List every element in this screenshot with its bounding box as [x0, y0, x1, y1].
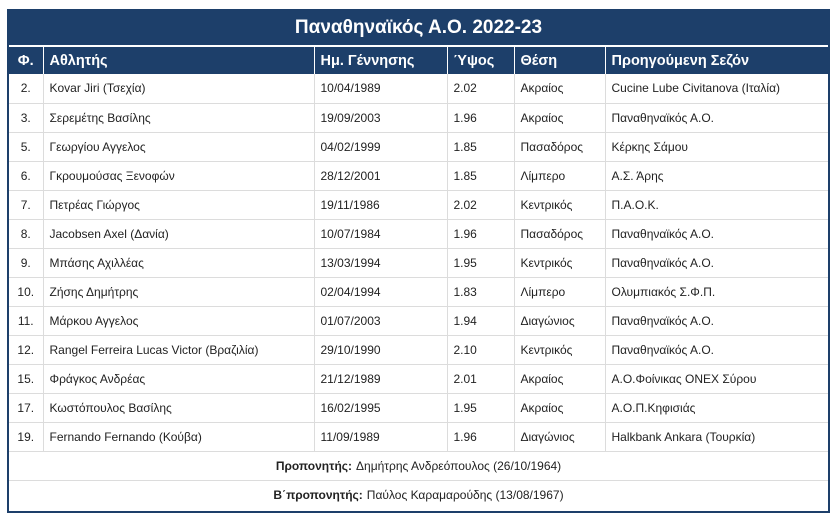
- column-header-number: Φ.: [9, 47, 43, 74]
- player-number: 2.: [9, 74, 43, 103]
- roster-table-frame: [7, 9, 830, 513]
- player-position: Ακραίος: [514, 74, 605, 103]
- assistant-coach-row: [9, 481, 828, 510]
- column-header-height: Ύψος: [447, 47, 514, 74]
- player-position: Πασαδόρος: [514, 219, 605, 248]
- player-number: 15.: [9, 364, 43, 393]
- player-height: 2.01: [447, 364, 514, 393]
- player-name: Σερεμέτης Βασίλης: [43, 103, 314, 132]
- player-name: Γεωργίου Αγγελος: [43, 132, 314, 161]
- player-position: Ακραίος: [514, 364, 605, 393]
- table-row: [9, 190, 828, 219]
- player-position: Κεντρικός: [514, 335, 605, 364]
- player-previous-team: Παναθηναϊκός Α.Ο.: [605, 248, 828, 277]
- player-birthdate: 10/04/1989: [314, 74, 447, 103]
- player-birthdate: 16/02/1995: [314, 393, 447, 422]
- assistant-coach-label: Β΄προπονητής:: [273, 488, 363, 502]
- player-number: 12.: [9, 335, 43, 364]
- player-position: Διαγώνιος: [514, 306, 605, 335]
- player-birthdate: 04/02/1999: [314, 132, 447, 161]
- player-birthdate: 02/04/1994: [314, 277, 447, 306]
- table-row: [9, 335, 828, 364]
- player-number: 10.: [9, 277, 43, 306]
- player-previous-team: Παναθηναϊκός Α.Ο.: [605, 335, 828, 364]
- column-header-position: Θέση: [514, 47, 605, 74]
- player-height: 2.10: [447, 335, 514, 364]
- player-name: Κωστόπουλος Βασίλης: [43, 393, 314, 422]
- player-name: Ζήσης Δημήτρης: [43, 277, 314, 306]
- player-number: 6.: [9, 161, 43, 190]
- player-position: Ακραίος: [514, 103, 605, 132]
- player-previous-team: Α.Ο.Φοίνικας ONEX Σύρου: [605, 364, 828, 393]
- player-name: Rangel Ferreira Lucas Victor (Βραζιλία): [43, 335, 314, 364]
- assistant-coach-value: Παύλος Καραμαρούδης (13/08/1967): [366, 488, 564, 502]
- player-previous-team: Ολυμπιακός Σ.Φ.Π.: [605, 277, 828, 306]
- coach-row: [9, 452, 828, 481]
- player-number: 3.: [9, 103, 43, 132]
- player-birthdate: 10/07/1984: [314, 219, 447, 248]
- player-height: 1.94: [447, 306, 514, 335]
- player-number: 19.: [9, 422, 43, 451]
- player-height: 2.02: [447, 190, 514, 219]
- player-position: Διαγώνιος: [514, 422, 605, 451]
- coach-value: Δημήτρης Ανδρεόπουλος (26/10/1964): [356, 458, 562, 473]
- column-header-athlete: Αθλητής: [43, 47, 314, 74]
- table-row: [9, 248, 828, 277]
- player-birthdate: 19/09/2003: [314, 103, 447, 132]
- player-birthdate: 21/12/1989: [314, 364, 447, 393]
- table-row: [9, 306, 828, 335]
- table-row: [9, 364, 828, 393]
- player-position: Λίμπερο: [514, 277, 605, 306]
- player-birthdate: 01/07/2003: [314, 306, 447, 335]
- column-header-birthdate: Ημ. Γέννησης: [314, 47, 447, 74]
- player-height: 1.85: [447, 132, 514, 161]
- player-number: 11.: [9, 306, 43, 335]
- player-name: Μπάσης Αχιλλέας: [43, 248, 314, 277]
- player-height: 1.96: [447, 103, 514, 132]
- roster-table: [9, 47, 828, 452]
- player-previous-team: Halkbank Ankara (Τουρκία): [605, 422, 828, 451]
- player-height: 1.96: [447, 422, 514, 451]
- player-number: 7.: [9, 190, 43, 219]
- player-previous-team: Α.Σ. Άρης: [605, 161, 828, 190]
- player-previous-team: Π.Α.Ο.Κ.: [605, 190, 828, 219]
- player-position: Κεντρικός: [514, 190, 605, 219]
- player-previous-team: Παναθηναϊκός Α.Ο.: [605, 306, 828, 335]
- player-birthdate: 29/10/1990: [314, 335, 447, 364]
- player-name: Πετρέας Γιώργος: [43, 190, 314, 219]
- player-position: Κεντρικός: [514, 248, 605, 277]
- roster-title: Παναθηναϊκός Α.Ο. 2022-23: [9, 11, 828, 47]
- player-name: Jacobsen Axel (Δανία): [43, 219, 314, 248]
- table-row: [9, 219, 828, 248]
- player-height: 1.96: [447, 219, 514, 248]
- player-name: Φράγκος Ανδρέας: [43, 364, 314, 393]
- player-height: 1.95: [447, 393, 514, 422]
- header-row: [9, 47, 828, 74]
- player-number: 9.: [9, 248, 43, 277]
- table-row: [9, 103, 828, 132]
- player-name: Μάρκου Αγγελος: [43, 306, 314, 335]
- column-header-previous-season: Προηγούμενη Σεζόν: [605, 47, 828, 74]
- table-row: [9, 74, 828, 103]
- player-height: 2.02: [447, 74, 514, 103]
- player-name: Fernando Fernando (Κούβα): [43, 422, 314, 451]
- roster-body: [9, 74, 828, 451]
- player-previous-team: Παναθηναϊκός Α.Ο.: [605, 103, 828, 132]
- player-previous-team: Cucine Lube Civitanova (Ιταλία): [605, 74, 828, 103]
- player-height: 1.85: [447, 161, 514, 190]
- player-number: 8.: [9, 219, 43, 248]
- player-height: 1.83: [447, 277, 514, 306]
- player-birthdate: 13/03/1994: [314, 248, 447, 277]
- table-row: [9, 161, 828, 190]
- table-row: [9, 277, 828, 306]
- player-number: 17.: [9, 393, 43, 422]
- player-previous-team: Παναθηναϊκός Α.Ο.: [605, 219, 828, 248]
- table-row: [9, 422, 828, 451]
- player-position: Λίμπερο: [514, 161, 605, 190]
- player-previous-team: Κέρκης Σάμου: [605, 132, 828, 161]
- player-position: Ακραίος: [514, 393, 605, 422]
- player-height: 1.95: [447, 248, 514, 277]
- player-position: Πασαδόρος: [514, 132, 605, 161]
- table-row: [9, 132, 828, 161]
- player-birthdate: 19/11/1986: [314, 190, 447, 219]
- player-birthdate: 28/12/2001: [314, 161, 447, 190]
- coach-label: Προπονητής:: [275, 458, 353, 473]
- player-name: Kovar Jiri (Τσεχία): [43, 74, 314, 103]
- player-name: Γκρουμούσας Ξενοφών: [43, 161, 314, 190]
- player-previous-team: Α.Ο.Π.Κηφισιάς: [605, 393, 828, 422]
- player-birthdate: 11/09/1989: [314, 422, 447, 451]
- table-row: [9, 393, 828, 422]
- player-number: 5.: [9, 132, 43, 161]
